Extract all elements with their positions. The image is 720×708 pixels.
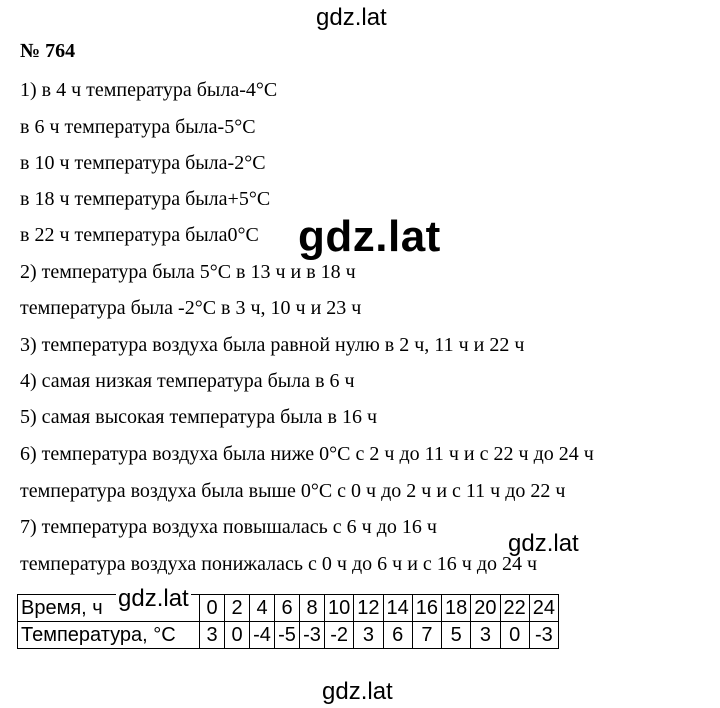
temp-cell: 0 <box>225 622 250 649</box>
answer-line: температура воздуха была выше 0°C с 0 ч до 2 ч и с 11 ч до 22 ч <box>20 480 566 502</box>
temperature-table <box>17 594 559 649</box>
watermark: gdz.lat <box>298 212 441 261</box>
row-label-temperature: Температура, °C <box>18 622 200 649</box>
watermark: gdz.lat <box>322 678 393 705</box>
answer-line: в 10 ч температура была-2°C <box>20 152 266 174</box>
time-cell: 24 <box>529 595 558 622</box>
temp-cell: -4 <box>250 622 275 649</box>
answer-line: 7) температура воздуха повышалась с 6 ч до 16 ч <box>20 516 437 538</box>
time-cell: 10 <box>325 595 354 622</box>
temp-cell: 6 <box>383 622 412 649</box>
time-cell: 0 <box>200 595 225 622</box>
temp-cell: 5 <box>442 622 471 649</box>
answer-line: в 6 ч температура была-5°C <box>20 116 256 138</box>
watermark: gdz.lat <box>118 585 189 612</box>
answer-line: 5) самая высокая температура была в 16 ч <box>20 406 378 428</box>
temp-cell: 7 <box>412 622 441 649</box>
answer-line: в 22 ч температура была0°C <box>20 224 259 246</box>
watermark: gdz.lat <box>316 4 387 31</box>
answer-line: температура воздуха понижалась с 0 ч до 6 ч и с 16 ч до 24 ч <box>20 553 538 575</box>
temp-cell: 3 <box>200 622 225 649</box>
time-cell: 2 <box>225 595 250 622</box>
temp-cell: 3 <box>354 622 383 649</box>
time-cell: 18 <box>442 595 471 622</box>
answer-line: 2) температура была 5°C в 13 ч и в 18 ч <box>20 261 356 283</box>
exercise-number: № 764 <box>20 40 76 62</box>
temp-cell: -2 <box>325 622 354 649</box>
answer-line: 1) в 4 ч температура была-4°C <box>20 79 278 101</box>
temp-cell: -3 <box>529 622 558 649</box>
time-cell: 20 <box>471 595 500 622</box>
answer-line: 3) температура воздуха была равной нулю в 2 ч, 11 ч и 22 ч <box>20 334 525 356</box>
time-cell: 22 <box>500 595 529 622</box>
temp-cell: 3 <box>471 622 500 649</box>
time-cell: 6 <box>275 595 300 622</box>
table-row-time <box>18 595 559 622</box>
time-cell: 14 <box>383 595 412 622</box>
temp-cell: -3 <box>300 622 325 649</box>
watermark: gdz.lat <box>508 530 579 557</box>
answer-line: 6) температура воздуха была ниже 0°C с 2 ч до 11 ч и с 22 ч до 24 ч <box>20 443 594 465</box>
temp-cell: -5 <box>275 622 300 649</box>
time-cell: 8 <box>300 595 325 622</box>
time-cell: 4 <box>250 595 275 622</box>
answer-line: температура была -2°C в 3 ч, 10 ч и 23 ч <box>20 297 362 319</box>
temp-cell: 0 <box>500 622 529 649</box>
row-label-time: Время, ч <box>18 595 200 622</box>
time-cell: 16 <box>412 595 441 622</box>
answer-line: в 18 ч температура была+5°C <box>20 188 271 210</box>
answer-line: 4) самая низкая температура была в 6 ч <box>20 370 355 392</box>
time-cell: 12 <box>354 595 383 622</box>
table-row-temperature <box>18 622 559 649</box>
